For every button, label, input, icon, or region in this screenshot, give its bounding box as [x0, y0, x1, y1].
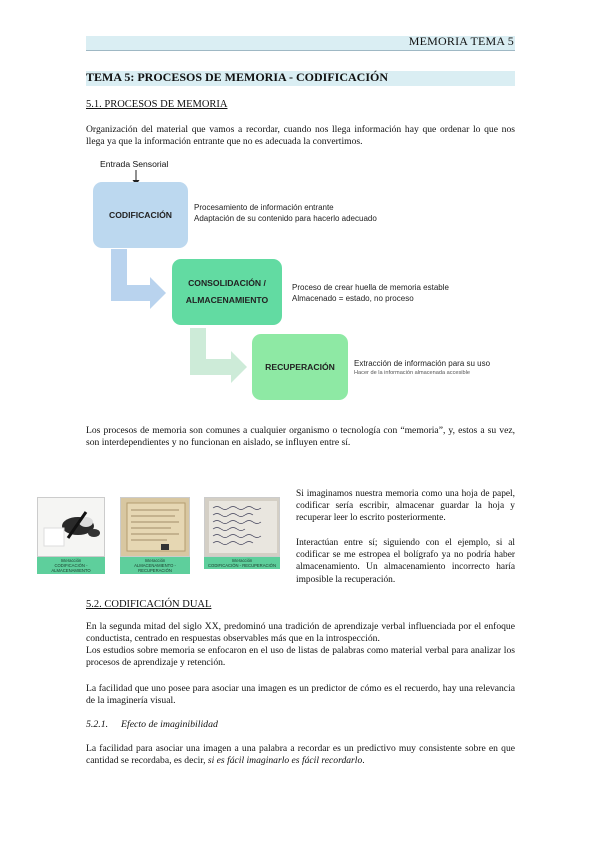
photo-card-2	[120, 497, 190, 574]
side-paragraph-1: Si imaginamos nuestra memoria como una hoja de papel, codificar sería escribir, almacenar guardar la hoja y recuperar leer lo escrito posteriormente.	[296, 489, 515, 524]
intro-paragraph	[86, 124, 515, 148]
codificacion-desc-line2: Adaptación de su contenido para hacerlo adecuado	[194, 214, 377, 223]
photo-caption-3	[204, 557, 280, 569]
subsection-title-5-2-1: Efecto de imaginibilidad	[121, 719, 218, 730]
subsection-number-5-2-1: 5.2.1.	[86, 719, 109, 730]
process-arrow-1	[111, 249, 166, 309]
procesos-text: Los procesos de memoria son comunes a cualquier organismo o tecnología con “memoria”, y, estos a su vez, son interdependientes y no funcionan en aislado, se influyen entre sí.	[86, 425, 515, 448]
dual-paragraph-1: En la segunda mitad del siglo XX, predominó una tradición de aprendizaje verbal influenciada por el enfoque conductista, centrado en respuestas observables más que en la introspección.	[86, 621, 515, 644]
photo-caption-1-line2: CODIFICACIÓN - ALMACENAMIENTO	[51, 563, 91, 573]
old-paper-image	[121, 498, 190, 556]
photo-caption-2-line2: ALMACENAMIENTO - RECUPERACIÓN	[134, 563, 176, 573]
imaginibilidad-text	[86, 743, 515, 767]
photo-card-3	[204, 497, 280, 569]
imaginibilidad-text-start: La facilidad para asociar una imagen a una palabra a recordar es un predictivo muy consistente sobre en que cantidad se recordaba, es decir,	[86, 743, 515, 766]
photo-card-1	[37, 497, 105, 574]
recuperacion-desc-line2: Hacer de la información almacenada accesible	[354, 370, 470, 376]
consolidacion-desc-line1: Proceso de crear huella de memoria estable	[292, 283, 449, 292]
imaginibilidad-text-italic: si es fácil imaginarlo es fácil recordarlo	[207, 755, 363, 766]
photo-pen-writing	[37, 497, 105, 557]
codificacion-desc-line1: Procesamiento de información entrante	[194, 203, 334, 212]
section-5-2-paragraphs	[86, 621, 515, 669]
consolidacion-box	[172, 259, 282, 325]
photo-handwritten-notes	[204, 497, 280, 557]
imaginibilidad-paragraph	[86, 743, 515, 767]
photo-caption-3-line2: CODIFICACIÓN - RECUPERACIÓN	[208, 563, 276, 568]
codificacion-box	[93, 182, 188, 248]
dual-paragraph-3-block	[86, 683, 515, 707]
photo-caption-1-line1: Interacción	[60, 558, 82, 563]
dual-paragraph-3: La facilidad que uno posee para asociar una imagen es un predictor de cómo es el recuerdo, hay una relevancia de la imaginería visual.	[86, 683, 515, 706]
process-arrow-2	[190, 328, 247, 383]
codificacion-description	[194, 202, 514, 224]
photo-caption-2	[120, 557, 190, 574]
pen-writing-image	[38, 498, 105, 556]
recuperacion-label: RECUPERACIÓN	[265, 361, 335, 372]
photo-caption-1	[37, 557, 105, 574]
intro-text: Organización del material que vamos a recordar, cuando nos llega información hay que ordenar lo que nos llega ya que la información entrante que no es adecuada la convertimos.	[86, 124, 515, 147]
consolidacion-label-line2: ALMACENAMIENTO	[185, 295, 269, 305]
photo-old-paper	[120, 497, 190, 557]
procesos-paragraph	[86, 425, 515, 449]
handwritten-notes-image	[205, 498, 280, 556]
photo-caption-2-line1: Interacción	[144, 558, 166, 563]
side-paragraph-2: Interactúan entre sí; siguiendo con el ejemplo, si al codificar se me estropea el bolígrafo ya no podría haber almacenamiento. Un almacenamiento incorrecto haría imposible la recuperación.	[296, 538, 515, 585]
tema-title: TEMA 5: PROCESOS DE MEMORIA - CODIFICACIÓN	[86, 70, 389, 84]
input-label: Entrada Sensorial	[100, 159, 169, 169]
imaginibilidad-text-end: .	[362, 755, 365, 766]
codificacion-label: CODIFICACIÓN	[108, 209, 173, 220]
photo-caption-3-line1: Interacción	[231, 558, 253, 563]
section-heading-5-2: 5.2. CODIFICACIÓN DUAL	[86, 599, 212, 610]
recuperacion-box	[252, 334, 348, 400]
recuperacion-description	[354, 358, 516, 377]
section-heading-5-1: 5.1. PROCESOS DE MEMORIA	[86, 99, 228, 110]
consolidacion-label-line1: CONSOLIDACIÓN /	[188, 278, 266, 288]
recuperacion-desc-line1: Extracción de información para su uso	[354, 359, 491, 368]
consolidacion-desc-line2: Almacenado = estado, no proceso	[292, 294, 414, 303]
memory-process-diagram	[86, 157, 516, 383]
header-title: MEMORIA TEMA 5	[408, 34, 514, 48]
consolidacion-description	[292, 282, 512, 304]
dual-paragraph-2: Los estudios sobre memoria se enfocaron en el uso de listas de palabras como material verbal para analizar los procesos de aprendizaje y retención.	[86, 645, 515, 668]
